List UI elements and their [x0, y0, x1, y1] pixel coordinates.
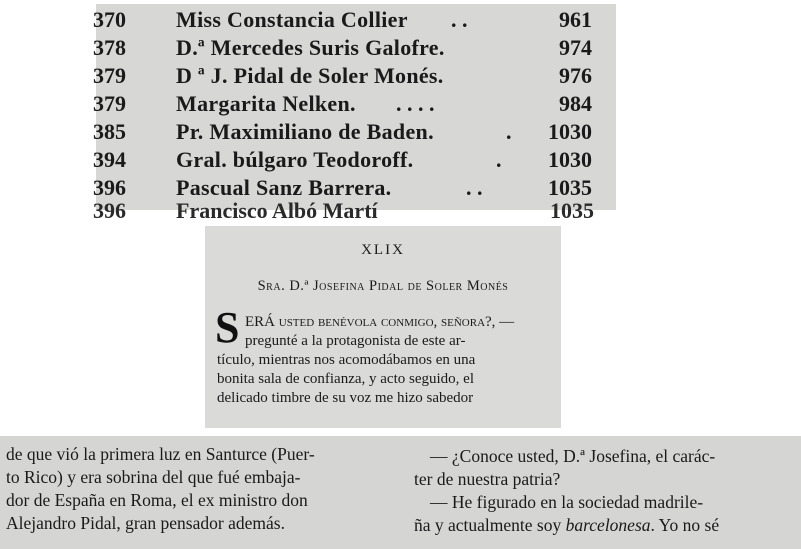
- index-number: 378: [93, 35, 126, 60]
- article-line: pregunté a la protagonista de este ar-: [245, 333, 466, 349]
- index-row: [93, 118, 616, 146]
- chapter-number: XLIX: [361, 242, 405, 258]
- index-row: [93, 90, 616, 118]
- article-line: tículo, mientras nos acomodábamos en una: [217, 352, 476, 368]
- left-column-line: dor de España en Roma, el ex ministro don: [6, 490, 308, 510]
- index-name: Francisco Albó Martí: [176, 198, 378, 223]
- index-name: Gral. búlgaro Teodoroff.: [176, 147, 414, 172]
- line-text: . Yo no sé: [650, 515, 720, 535]
- index-number: 370: [93, 7, 126, 32]
- drop-cap: S: [215, 303, 240, 352]
- index-number: 396: [93, 198, 126, 223]
- index-name: Miss Constancia Collier: [176, 7, 408, 32]
- index-row: [93, 34, 616, 62]
- index-number: 394: [93, 147, 126, 172]
- index-leader: . . . .: [396, 91, 435, 116]
- italic-word: barcelonesa: [565, 515, 651, 535]
- index-page: 976: [559, 63, 592, 88]
- index-name: Pr. Maximiliano de Baden.: [176, 119, 434, 144]
- index-name: Pascual Sanz Barrera.: [176, 175, 392, 200]
- index-leader: . .: [451, 7, 468, 32]
- index-number: 396: [93, 175, 126, 200]
- index-number: 379: [93, 91, 126, 116]
- index-page: 1035: [548, 175, 592, 200]
- article-line: ERÁ usted benévola conmigo, señora?, —: [245, 314, 515, 330]
- index-fragment: [93, 4, 616, 223]
- index-leader: . .: [466, 175, 483, 200]
- index-page: 1030: [548, 147, 592, 172]
- left-column-line: de que vió la primera luz en Santurce (Puer-: [6, 444, 315, 464]
- index-page: 984: [559, 91, 592, 116]
- article-line: bonita sala de confianza, y acto seguido, el: [217, 371, 474, 387]
- index-row: [93, 62, 616, 90]
- index-name: D.ª Mercedes Suris Galofre.: [176, 35, 445, 60]
- index-page: 961: [559, 7, 592, 32]
- index-number: 385: [93, 119, 126, 144]
- index-page: 1030: [548, 119, 592, 144]
- body-columns-fragment: [0, 436, 801, 549]
- index-row: [93, 6, 616, 34]
- index-leader: .: [506, 119, 512, 144]
- index-row: [93, 146, 616, 174]
- line-text: ña y actualmente soy: [414, 515, 566, 535]
- left-column-line: Alejandro Pidal, gran pensador además.: [6, 513, 285, 533]
- index-name: Margarita Nelken.: [176, 91, 356, 116]
- index-page: 1035: [550, 198, 594, 223]
- left-column-line: to Rico) y era sobrina del que fué embaja-: [6, 467, 301, 487]
- index-number: 379: [93, 63, 126, 88]
- index-page: 974: [559, 35, 592, 60]
- index-row-cut: [93, 196, 616, 223]
- right-column-line: — ¿Conoce usted, D.ª Josefina, el carác-: [430, 446, 716, 466]
- right-column-line: [414, 514, 719, 536]
- article-heading: Sra. D.ª Josefina Pidal de Soler Monés: [257, 278, 509, 294]
- right-column-line: — He figurado en la sociedad madrile-: [430, 492, 704, 512]
- article-line: delicado timbre de su voz me hizo sabedor: [217, 390, 474, 406]
- index-leader: .: [496, 147, 502, 172]
- index-name: D ª J. Pidal de Soler Monés.: [176, 63, 444, 88]
- right-column-line: ter de nuestra patria?: [414, 469, 561, 489]
- article-fragment: [205, 226, 561, 428]
